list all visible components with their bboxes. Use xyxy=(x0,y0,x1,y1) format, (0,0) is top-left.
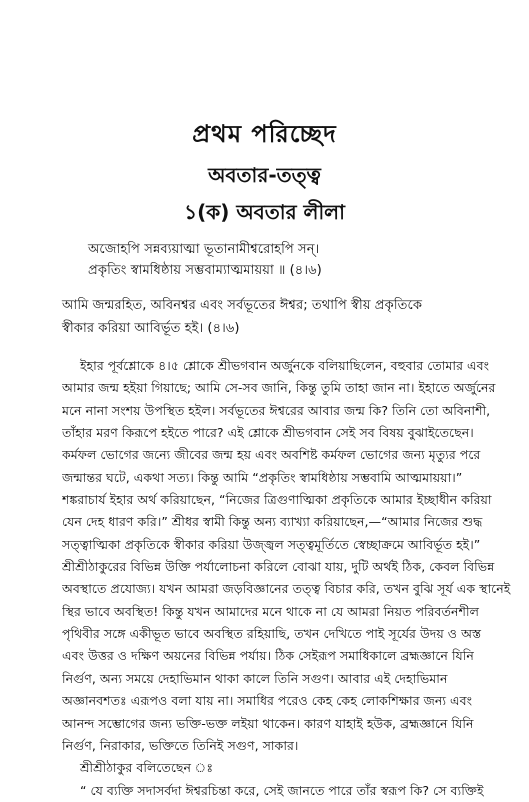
paragraph-line: পৃথিবীর সঙ্গে একীভূত ভাবে অবস্থিত রহিয়াছি, তখন দেখিতে পাই সূর্যের উদয় ও অস্ত xyxy=(62,626,482,642)
paragraph-line: কর্মফল ভোগের জন্যে জীবের জন্ম হয় এবং অবশিষ্ট কর্মফল ভোগের জন্য মৃত্যুর পরে xyxy=(62,447,481,463)
paragraph-line: “ যে ব্যক্তি সদাসর্বদা ঈশ্বরচিন্তা করে, সেই জানতে পারে তাঁর স্বরূপ কি? সে ব্যক্তিই xyxy=(80,782,484,798)
paragraph-line: অবস্থাতে প্রযোজ্য। যখন আমরা জড়বিজ্ঞানের তত্ত্ব বিচার করি, তখন বুঝি সূর্য এক স্থানেই xyxy=(62,581,511,597)
paragraph-line: ইহার পূর্বশ্লোকে ৪।৫ শ্লোকে শ্রীভগবান অর্জুনকে বলিয়াছিলেন, বহুবার তোমার এবং xyxy=(80,358,490,373)
paragraph-line: শঙ্করাচার্য ইহার অর্থ করিয়াছেন, “নিজের ত্রিগুণাত্মিকা প্রকৃতিকে আমার ইচ্ছাধীন করিয়া xyxy=(62,492,492,508)
paragraph-line: সত্ত্বাত্মিকা প্রকৃতিকে স্বীকার করিয়া উজ্জ্বল সত্ত্বমূর্তিতে স্বেচ্ছাক্রমে আবির্ভূত হই।” xyxy=(62,536,481,552)
paragraph-line: স্থির ভাবে অবস্থিত! কিন্তু যখন আমাদের মনে থাকে না যে আমরা নিয়ত পরিবর্তনশীল xyxy=(62,603,479,619)
section-title: অবতার-তত্ত্ব xyxy=(208,163,321,187)
subsection-title: ১(ক) অবতার লীলা xyxy=(184,200,345,224)
commentary-text xyxy=(62,355,514,802)
paragraph-line: যেন দেহ ধারণ করি।” শ্রীধর স্বামী কিন্তু অন্য ব্যাখ্যা করিয়াছেন,—“আমার নিজের শুদ্ধ xyxy=(62,514,483,530)
sanskrit-verse xyxy=(88,239,508,281)
paragraph-line: শ্রীশ্রীঠাকুরের বিভিন্ন উক্তি পর্যালোচনা করিলে বোঝা যায়, দুটি অর্থই ঠিক, কেবল বিভিন্ন xyxy=(62,559,495,575)
paragraph-line: শ্রীশ্রীঠাকুর বলিতেছেন ঃ xyxy=(80,760,214,776)
translation-line: আমি জন্মরহিত, অবিনশ্বর এবং সর্বভূতের ঈশ্বর; তথাপি স্বীয় প্রকৃতিকে xyxy=(62,298,423,313)
paragraph-line: তাঁহার মরণ কিরূপে হইতে পারে? এই শ্লোকে শ্রীভগবান সেই সব বিষয় বুঝাইতেছেন। xyxy=(62,425,474,441)
verse-line: অজোহপি সন্নব্যয়াত্মা ভূতানামীশ্বরোহপি সন্। xyxy=(88,242,320,257)
paragraph-line: জন্মান্তর ঘটে, একথা সত্য। কিন্তু আমি “প্রকৃতিং স্বামধিষ্ঠায় সম্ভবামি আত্মমায়য়া।” xyxy=(62,469,463,485)
translation-line: স্বীকার করিয়া আবির্ভূত হই। (৪।৬) xyxy=(62,321,240,336)
paragraph-line: নির্গুণ, অন্য সময়ে দেহাভিমান থাকা কালে তিনি সগুণ। আবার এই দেহাভিমান xyxy=(62,670,448,686)
verse-line: প্রকৃতিং স্বামধিষ্ঠায় সম্ভবাম্যাত্মমায়য়া ॥ (৪।৬) xyxy=(88,263,322,278)
paragraph-line: এবং উত্তর ও দক্ষিণ অয়নের বিভিন্ন পর্যায়। ঠিক সেইরূপ সমাধিকালে ব্রহ্মজ্ঞানে যিনি xyxy=(62,648,474,664)
paragraph-line: আমার জন্ম হইয়া গিয়াছে; আমি সে-সব জানি, কিন্তু তুমি তাহা জান না। ইহাতে অর্জুনের xyxy=(62,380,496,396)
paragraph-line: আনন্দ সম্ভোগের জন্য ভক্তি-ভক্ত লইয়া থাকেন। কারণ যাহাই হউক, ব্রহ্মজ্ঞানে যিনি xyxy=(62,715,474,731)
verse-translation xyxy=(62,294,512,340)
paragraph-line: মনে নানা সংশয় উপস্থিত হইল। সর্বভূতের ঈশ্বরের আবার জন্ম কি? তিনি তো অবিনাশী, xyxy=(62,402,491,418)
paragraph-line: নির্গুণ, নিরাকার, ভক্তিতে তিনিই সগুণ, সাকার। xyxy=(62,737,299,753)
paragraph-line: অজ্ঞানবশতঃ এরূপও বলা যায় না। সমাধির পরেও কেহ কেহ লোকশিক্ষার জন্য এবং xyxy=(62,693,473,709)
chapter-title: প্রথম পরিচ্ছেদ xyxy=(192,120,337,148)
